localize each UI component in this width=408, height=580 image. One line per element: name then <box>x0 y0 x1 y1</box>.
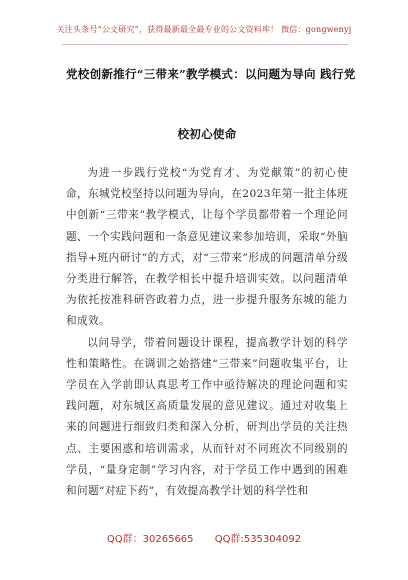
paragraph-2: 以问导学，带着问题设计课程，提高教学计划的科学性和策略性。在调训之始搭建“三带来”问题收集平台，让学员在入学前即认真思考工作中亟待解决的理论问题和实践问题，对东城区高质量发展的意见建议。通过对收集上来的问题进行细致归类和深入分析，研判出学员的关注热点、主要困惑和培训需求，从而针对不同班次不同级别的学员，“量身定制”学习内容，对于学员工作中遇到的困难和问题“对症下药”，有效提高教学计划的科学性和 <box>66 336 348 498</box>
header-divider <box>62 44 348 45</box>
document-body <box>66 163 348 502</box>
document-title-line-1: 党校创新推行“三带来”教学模式：以问题为导向 践行党 <box>66 67 356 81</box>
document-title-line-2: 校初心使命 <box>177 127 237 141</box>
paragraph-1: 为进一步践行党校“为党育才、为党献策”的初心使命，东城党校坚持以问题为导向，在2023年第一批主体班中创新“三带来”教学模式，让每个学员都带着一个理论问题、一个实践问题和一条意见建议来参加培训，采取“外脑指导+班内研讨”的方式，对“三带来”形成的问题清单分级分类进行解答，在教学相长中提升培训实效。以问题清单为依托按准科研咨政着力点，进一步提升服务东城的能力和成效。 <box>66 167 348 328</box>
footer-qq-group-1: QQ群：30265665 <box>106 534 194 545</box>
footer-qq-group-2: QQ群:535304092 <box>214 534 302 545</box>
footer-qq-groups <box>0 530 408 545</box>
header-note: 关注头条号“公文研究”，获得最新最全最专业的公文资料库！ 微信：gongwenyj <box>56 25 352 34</box>
